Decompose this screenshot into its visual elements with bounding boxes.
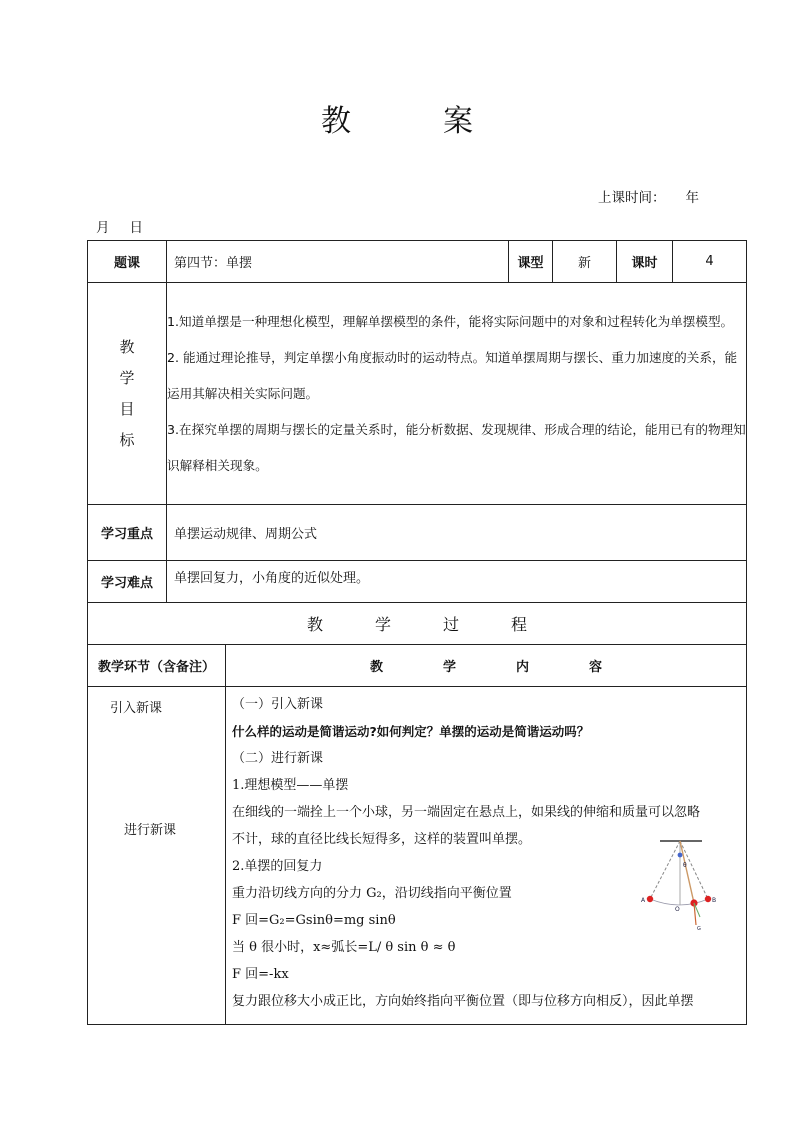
title-char-2: 案 [443,104,473,139]
content-line-10: 当 θ 很小时，x≈弧长=L/ θ sin θ ≈ θ [232,940,456,955]
col-stage-header: 教学环节（含备注） [88,645,226,687]
string-right [680,841,708,899]
content-line-9: F 回=G₂=Gsinθ=mg sinθ [232,913,396,928]
string-swing [680,841,694,903]
class-time-label: 上课时间： [598,190,666,206]
content-line-5: 在细线的一端拴上一个小球，另一端固定在悬点上，如果线的伸缩和质量可以忽略 [232,805,701,820]
document-title [0,96,794,140]
stage-intro: 引入新课 [110,701,163,716]
ball-right [705,896,711,902]
process-body-row [88,687,747,1025]
lesson-plan-table [87,240,747,1025]
month-label: 月 [96,220,110,236]
class-time-line [598,186,699,206]
title-char-1: 教 [321,104,351,139]
date-line [96,216,143,236]
content-line-1: （一）引入新课 [232,697,324,712]
type-value: 新 [553,241,617,283]
content-line-6: 不计，球的直径比线长短得多，这样的装置叫单摆。 [232,832,532,847]
topic-value: 第四节：单摆 [167,241,509,283]
angle-marker [678,853,683,858]
objective-3: 3.在探究单摆的周期与摆长的定量关系时，能分析数据、发现规律、形成合理的结论，能用已有的物理知识解释相关现象。 [167,421,746,473]
content-line-11: F 回=-kx [232,967,289,982]
info-row [88,241,747,283]
difficulties-row [88,561,747,603]
year-label: 年 [685,190,699,206]
label-b: B [712,897,717,904]
ball-left [647,896,653,902]
hours-value: 4 [673,241,747,283]
type-label: 课型 [509,241,553,283]
content-line-8: 重力沿切线方向的分力 G₂，沿切线指向平衡位置 [232,886,512,901]
label-theta: θ [683,862,687,869]
content-column [226,687,747,1025]
process-header-row [88,645,747,687]
pendulum-diagram [640,837,720,932]
day-label: 日 [129,220,143,236]
content-line-12: 复力跟位移大小成正比，方向始终指向平衡位置（即与位移方向相反），因此单摆 [232,994,694,1009]
objectives-content [167,283,747,505]
difficulties-value: 单摆回复力，小角度的近似处理。 [167,561,747,603]
difficulties-label: 学习难点 [88,561,167,603]
content-line-3: （二）进行新课 [232,751,324,766]
process-title: 教 学 过 程 [88,603,747,645]
topic-label: 题课 [88,241,167,283]
hours-label: 课时 [617,241,673,283]
stage-new: 进行新课 [124,823,177,838]
label-a: A [641,897,646,904]
objectives-row [88,283,747,505]
label-g: G [697,926,701,932]
swing-arc [650,899,708,905]
objectives-label: 教 学 目 标 [88,283,167,505]
content-line-4: 1.理想模型——单摆 [232,778,349,793]
objective-2: 2. 能通过理论推导，判定单摆小角度振动时的运动特点。知道单摆周期与摆长、重力加速度的关系，能运用其解决相关实际问题。 [167,349,738,401]
objective-1: 1.知道单摆是一种理想化模型，理解单摆模型的条件，能将实际问题中的对象和过程转化为单摆模型。 [167,313,734,329]
string-left [650,841,680,899]
key-points-row [88,505,747,561]
stage-column [88,687,226,1025]
label-o: O [675,906,680,913]
content-line-2: 什么样的运动是简谐运动?如何判定？单摆的运动是简谐运动吗？ [232,724,590,739]
key-points-value: 单摆运动规律、周期公式 [167,505,747,561]
key-points-label: 学习重点 [88,505,167,561]
process-title-row [88,603,747,645]
content-line-7: 2.单摆的回复力 [232,859,323,874]
col-content-header: 教 学 内 容 [226,645,747,687]
